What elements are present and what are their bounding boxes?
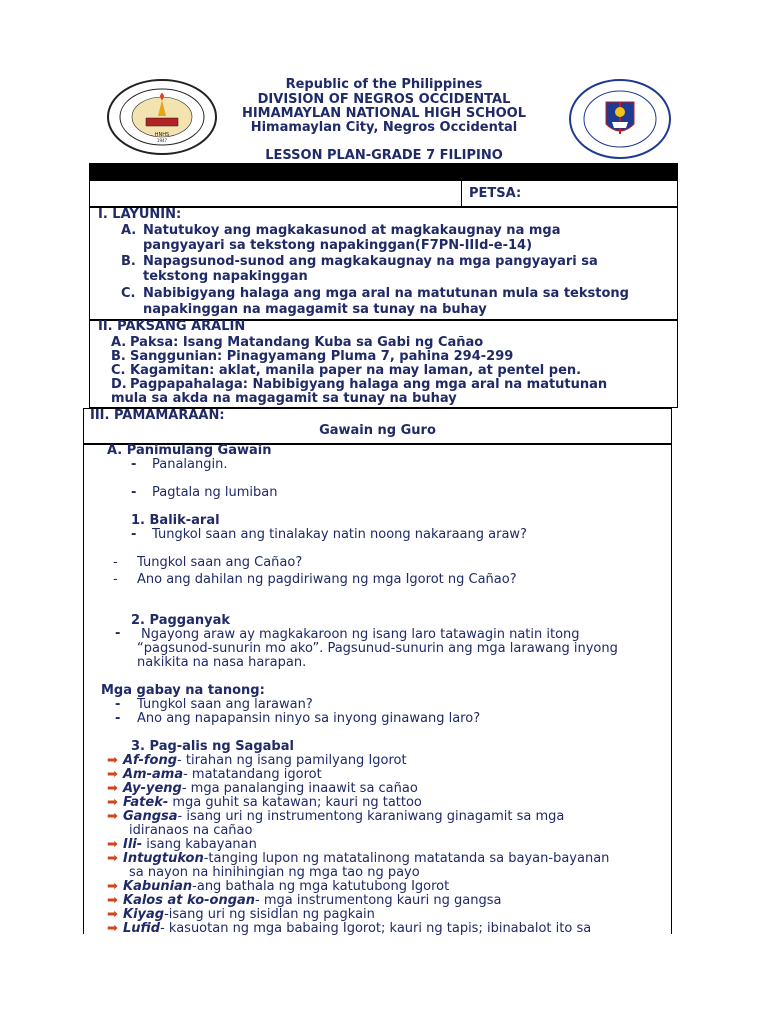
dash: -	[113, 555, 118, 570]
layunin-b-line2: tekstong napakinggan	[143, 269, 308, 284]
header-black-bar	[89, 163, 678, 180]
term: Lufid	[123, 921, 161, 936]
pamamaraan-heading: III. PAMAMARAAN:	[90, 408, 225, 423]
sagabal-term-row	[107, 852, 609, 866]
gawain-content	[83, 444, 672, 934]
gabay-q1: Tungkol saan ang larawan?	[137, 697, 313, 712]
definition: mga guhit sa katawan; kauri ng tattoo	[168, 795, 422, 810]
pagganyak-line2: “pagsunod-sunurin mo ako”. Pagsunud-sunurin ang mga larawang inyong	[137, 641, 618, 656]
paksa-d-cont: mula sa akda na magagamit sa tunay na buhay	[111, 391, 457, 406]
arrow-bullet-icon: ➡	[107, 809, 118, 824]
panimula-item-panalangin: Panalangin.	[152, 457, 228, 472]
balik-aral-q2: Tungkol saan ang Cañao?	[137, 555, 303, 570]
layunin-c-marker: C.	[121, 286, 136, 301]
paksang-heading: II. PAKSANG ARALIN	[98, 319, 246, 334]
header-school: HIMAMAYLAN NATIONAL HIGH SCHOOL	[241, 106, 527, 121]
layunin-a-line2: pangyayari sa tekstong napakinggan(F7PN-IIId-e-14)	[143, 238, 533, 253]
definition: -tanging lupon ng matatalinong matatanda sa bayan-bayanan	[203, 851, 610, 866]
paksa-a-marker: A.	[111, 335, 127, 350]
pagganyak-heading: 2. Pagganyak	[131, 613, 230, 628]
sagabal-term-row	[107, 894, 501, 908]
gawain-ng-guro-title: Gawain ng Guro	[319, 423, 436, 438]
seal-inner-text: HNHS	[154, 132, 170, 138]
sagabal-term-row	[107, 782, 418, 796]
paksa-d-marker: D.	[111, 377, 127, 392]
layunin-b-marker: B.	[121, 254, 136, 269]
gabay-heading: Mga gabay na tanong:	[101, 683, 265, 698]
arrow-bullet-icon: ➡	[107, 837, 118, 852]
definition: -ang bathala ng mga katutubong Igorot	[192, 879, 450, 894]
pamamaraan-header	[83, 408, 672, 444]
balik-aral-q3: Ano ang dahilan ng pagdiriwang ng mga Igorot ng Cañao?	[137, 572, 517, 587]
term: Kabunian	[123, 879, 193, 894]
layunin-b-line1: Napagsunod-sunod ang magkakaugnay na mga pangyayari sa	[143, 254, 598, 269]
definition: - tirahan ng isang pamilyang Igorot	[177, 753, 407, 768]
arrow-bullet-icon: ➡	[107, 907, 118, 922]
arrow-bullet-icon: ➡	[107, 767, 118, 782]
dash: -	[115, 697, 121, 712]
definition: - isang uri ng instrumentong karaniwang ginagamit sa mga	[177, 809, 565, 824]
definition-continued: idiranaos na cañao	[129, 823, 253, 838]
definition: -isang uri ng sisidlan ng pagkain	[164, 907, 375, 922]
date-row	[89, 180, 678, 207]
dash: -	[115, 711, 121, 726]
sagabal-term-row	[107, 922, 591, 936]
sagabal-term-row	[107, 838, 257, 852]
lesson-plan-title: LESSON PLAN-GRADE 7 FILIPINO	[265, 148, 503, 163]
definition: isang kabayanan	[142, 837, 257, 852]
term: Kalos at ko-ongan	[123, 893, 256, 908]
pagganyak-line1: Ngayong araw ay magkakaroon ng isang laro tatawagin natin itong	[141, 627, 580, 642]
definition: - mga panalanging inaawit sa cañao	[181, 781, 418, 796]
arrow-bullet-icon: ➡	[107, 795, 118, 810]
layunin-c-line1: Nabibigyang halaga ang mga aral na matutunan mula sa tekstong	[143, 286, 629, 301]
petsa-label: PETSA:	[469, 186, 522, 201]
paksang-aralin-section	[89, 320, 678, 408]
term: Gangsa	[123, 809, 178, 824]
arrow-bullet-icon: ➡	[107, 879, 118, 894]
arrow-bullet-icon: ➡	[107, 921, 118, 936]
dash: -	[131, 527, 137, 542]
definition: - kasuotan ng mga babaing Igorot; kauri ng tapis; ibinabalot ito sa	[160, 921, 592, 936]
layunin-a-line1: Natutukoy ang magkakasunod at magkakaugnay na mga	[143, 223, 561, 238]
sagabal-term-row	[107, 880, 449, 894]
term: Ay-yeng	[123, 781, 182, 796]
arrow-bullet-icon: ➡	[107, 753, 118, 768]
layunin-c-line2: napakinggan na magagamit sa tunay na buhay	[143, 302, 487, 317]
sagabal-term-row	[107, 754, 407, 768]
sagabal-term-row	[107, 796, 422, 810]
sagabal-heading: 3. Pag-alis ng Sagabal	[131, 739, 294, 754]
date-row-divider	[461, 181, 462, 206]
term: Kiyag	[123, 907, 165, 922]
definition-continued: sa nayon na hinihingian ng mga tao ng payo	[129, 865, 420, 880]
paksa-b-marker: B.	[111, 349, 126, 364]
paksa-b-text: Sanggunian: Pinagyamang Pluma 7, pahina 294-299	[130, 349, 514, 364]
balik-aral-heading: 1. Balik-aral	[131, 513, 220, 528]
paksa-c-text: Kagamitan: aklat, manila paper na may laman, at pentel pen.	[130, 363, 582, 378]
dash: -	[113, 572, 118, 587]
arrow-bullet-icon: ➡	[107, 893, 118, 908]
definition: - matatandang igorot	[183, 767, 322, 782]
seal-year: 1947	[156, 138, 168, 143]
paksa-c-marker: C.	[111, 363, 126, 378]
sagabal-term-row	[107, 908, 375, 922]
sagabal-term-row	[107, 810, 564, 824]
layunin-heading: I. LAYUNIN:	[98, 207, 182, 222]
arrow-bullet-icon: ➡	[107, 781, 118, 796]
gabay-q2: Ano ang napapansin ninyo sa inyong ginawang laro?	[137, 711, 481, 726]
term: Af-fong	[123, 753, 178, 768]
panimula-item-pagtala: Pagtala ng lumiban	[152, 485, 278, 500]
header-city: Himamaylan City, Negros Occidental	[250, 120, 518, 135]
term: Ili-	[123, 837, 143, 852]
panimula-heading: A. Panimulang Gawain	[107, 443, 272, 458]
balik-aral-q1: Tungkol saan ang tinalakay natin noong nakaraang araw?	[152, 527, 527, 542]
term: Am-ama	[123, 767, 184, 782]
layunin-section	[89, 207, 678, 320]
sagabal-term-row	[107, 768, 322, 782]
dash: -	[131, 485, 137, 500]
arrow-bullet-icon: ➡	[107, 851, 118, 866]
term: Fatek-	[123, 795, 169, 810]
paksa-d-text: Pagpapahalaga: Nabibigyang halaga ang mga aral na matutunan	[130, 377, 608, 392]
header-republic: Republic of the Philippines	[285, 77, 483, 92]
header-division: DIVISION OF NEGROS OCCIDENTAL	[257, 92, 511, 107]
layunin-a-marker: A.	[121, 223, 137, 238]
definition: - mga instrumentong kauri ng gangsa	[255, 893, 502, 908]
dash: -	[131, 457, 137, 472]
term: Intugtukon	[123, 851, 204, 866]
paksa-a-text: Paksa: Isang Matandang Kuba sa Gabi ng Cañao	[130, 335, 484, 350]
pagganyak-line3: nakikita na nasa harapan.	[137, 655, 307, 670]
dash: -	[115, 626, 121, 641]
